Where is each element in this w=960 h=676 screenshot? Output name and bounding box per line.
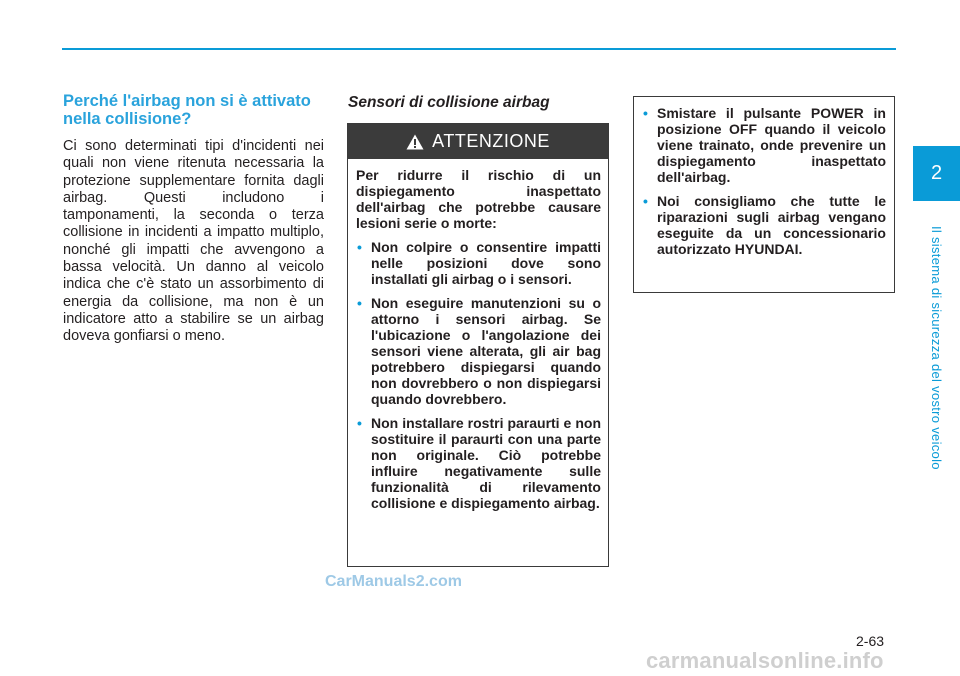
bullet-icon: • [357, 239, 362, 255]
continued-warning-list [642, 105, 886, 257]
page-number: 2-63 [856, 633, 885, 649]
chapter-caption: Il sistema di sicurezza del vostro veicolo [929, 226, 944, 470]
continued-warning-box [633, 96, 895, 293]
bullet-icon: • [357, 415, 362, 431]
warning-item: • Non eseguire manutenzioni su o attorno i sensori airbag. Se l'ubicazione o l'angolazione dei sensori viene alterata, gli air bag potrebbero dispiegarsi quando non dovrebbero o non dispiegarsi quando dovrebbero. [357, 295, 601, 407]
chapter-tab [913, 146, 960, 201]
warning-item: • Noi consigliamo che tutte le riparazioni sugli airbag vengano eseguite da un concessionario autorizzato HYUNDAI. [643, 193, 886, 257]
bullet-icon: • [643, 193, 648, 209]
warning-header [348, 124, 608, 159]
bullet-icon: • [357, 295, 362, 311]
section-heading: Perché l'airbag non si è attivato nella collisione? [63, 92, 311, 128]
column-airbag-not-deployed [63, 92, 324, 346]
sensors-title: Sensori di collisione airbag [348, 94, 550, 111]
chapter-number: 2 [930, 162, 943, 184]
watermark-link[interactable]: CarManuals2.com [325, 573, 462, 590]
warning-list [356, 239, 601, 511]
warning-item: • Non installare rostri paraurti e non sostituire il paraurti con una parte non originale. Ciò potrebbe influire negativamente sulle funzionalità di rilevamento collisione e dispiegamento airbag. [357, 415, 601, 511]
section-paragraph: Ci sono determinati tipi d'incidenti nei quali non viene ritenuta necessaria la protezione supplementare fornita dagli airbag. Questi includono i tamponamenti, la seconda o terza collisione in incidenti a impatto multiplo, nonché gli impatti che avvengono a bassa velocità. Un danno al veicolo indica che c'è stato un assorbimento di energia da collisione, ma non è un indicatore atto a stabilire se un airbag doveva gonfiarsi o meno. [63, 138, 324, 345]
warning-item: • Smistare il pulsante POWER in posizione OFF quando il veicolo viene trainato, onde prevenire un dispiegamento inaspettato dell'airbag. [643, 105, 886, 185]
site-watermark: carmanualsonline.info [646, 648, 884, 673]
warning-box [347, 123, 609, 567]
warning-label: ATTENZIONE [432, 131, 550, 151]
warning-intro: Per ridurre il rischio di un dispiegamento inaspettato dell'airbag che potrebbe causare lesioni serie o morte: [356, 167, 601, 231]
bullet-icon: • [643, 105, 648, 121]
warning-body [348, 159, 608, 511]
warning-triangle-icon [406, 134, 424, 150]
header-rule [62, 48, 896, 50]
warning-item: • Non colpire o consentire impatti nelle posizioni dove sono installati gli airbag o i sensori. [357, 239, 601, 287]
